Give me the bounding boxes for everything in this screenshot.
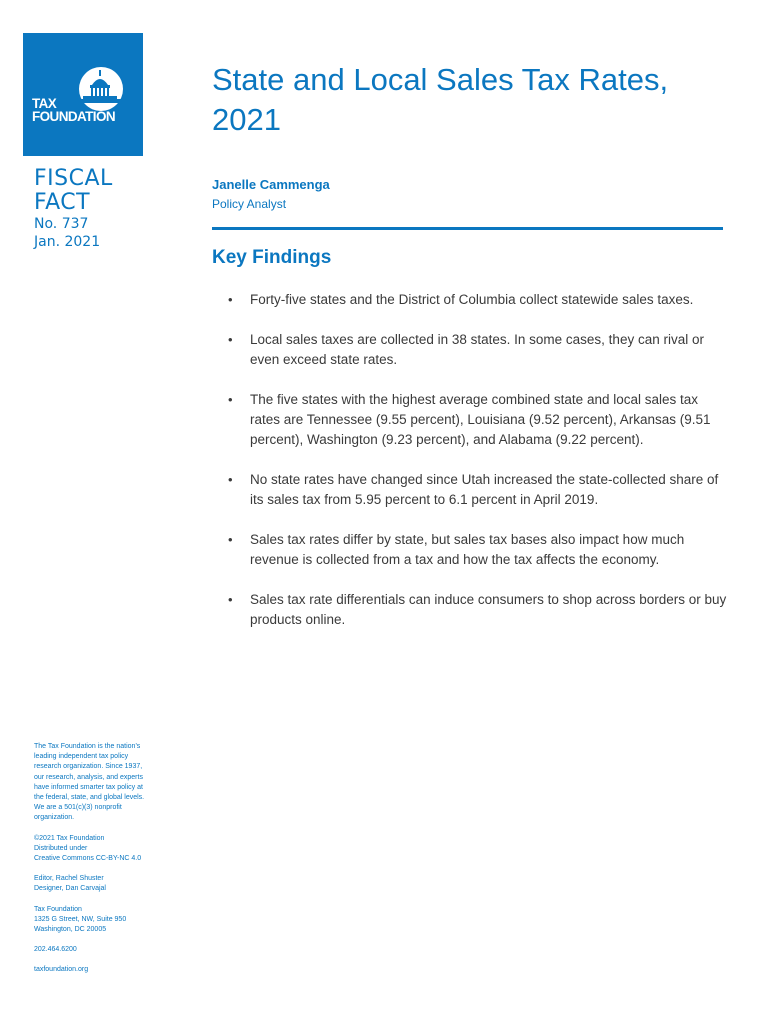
list-item bbox=[212, 290, 727, 310]
sidebar-info bbox=[34, 742, 154, 986]
publication-series bbox=[34, 167, 113, 251]
bullet-icon: • bbox=[228, 532, 233, 547]
finding-text: The five states with the highest average combined state and local sales tax rates are Tennessee (9.55 percent), Louisiana (9.52 percent), Arkansas (9.51 percent), Washington (9.23 percent), and Alabama (9.22 percent). bbox=[250, 392, 711, 447]
list-item bbox=[212, 530, 727, 570]
list-item bbox=[212, 390, 727, 450]
key-findings-heading: Key Findings bbox=[212, 247, 332, 268]
logo-line-foundation: FOUNDATION bbox=[32, 109, 115, 124]
license-line: Distributed under bbox=[34, 844, 88, 852]
author-role: Policy Analyst bbox=[212, 197, 287, 211]
street-address: 1325 G Street, NW, Suite 950 bbox=[34, 915, 127, 923]
list-item bbox=[212, 470, 727, 510]
section-divider bbox=[212, 227, 723, 230]
copyright-line: ©2021 Tax Foundation bbox=[34, 834, 105, 842]
bullet-icon: • bbox=[228, 472, 233, 487]
tax-foundation-logo bbox=[23, 33, 143, 156]
series-number: No. 737 bbox=[34, 216, 89, 232]
bullet-icon: • bbox=[228, 332, 233, 347]
bullet-icon: • bbox=[228, 292, 233, 307]
page-title: State and Local Sales Tax Rates, 2021 bbox=[212, 62, 669, 137]
series-date: Jan. 2021 bbox=[34, 234, 101, 250]
logo-line-tax: TAX bbox=[32, 96, 57, 111]
finding-text: Local sales taxes are collected in 38 states. In some cases, they can rival or even exceed state rates. bbox=[250, 332, 704, 367]
about-text: The Tax Foundation is the nation's leading independent tax policy research organization. Since 1937, our research, analysis, and experts have informed smarter tax policy at the federal, state, and global levels. We are a 501(c)(3) nonprofit organization. bbox=[34, 743, 145, 822]
finding-text: Sales tax rates differ by state, but sales tax bases also impact how much revenue is collected from a tax and how the tax affects the economy. bbox=[250, 532, 685, 567]
credits-block bbox=[34, 874, 154, 894]
list-item bbox=[212, 590, 727, 630]
phone-number: 202.464.6200 bbox=[34, 946, 77, 954]
series-label-fiscal: FISCAL bbox=[34, 166, 113, 191]
city-address: Washington, DC 20005 bbox=[34, 926, 107, 934]
copyright-block bbox=[34, 834, 154, 865]
license-name: Creative Commons CC-BY-NC 4.0 bbox=[34, 855, 142, 863]
author-name: Janelle Cammenga bbox=[212, 177, 330, 192]
list-item bbox=[212, 330, 727, 370]
finding-text: No state rates have changed since Utah increased the state-collected share of its sales tax from 5.95 percent to 6.1 percent in April 2019. bbox=[250, 472, 719, 507]
website-link[interactable]: taxfoundation.org bbox=[34, 966, 89, 974]
designer-credit: Designer, Dan Carvajal bbox=[34, 885, 106, 893]
bullet-icon: • bbox=[228, 392, 233, 407]
finding-text: Sales tax rate differentials can induce consumers to shop across borders or buy products online. bbox=[250, 592, 727, 627]
capitol-dome-icon bbox=[23, 33, 143, 156]
org-name: Tax Foundation bbox=[34, 905, 82, 913]
finding-text: Forty-five states and the District of Columbia collect statewide sales taxes. bbox=[250, 292, 694, 307]
address-block bbox=[34, 905, 154, 936]
key-findings-list bbox=[212, 290, 727, 650]
editor-credit: Editor, Rachel Shuster bbox=[34, 875, 104, 883]
series-label-fact: FACT bbox=[34, 190, 91, 215]
bullet-icon: • bbox=[228, 592, 233, 607]
